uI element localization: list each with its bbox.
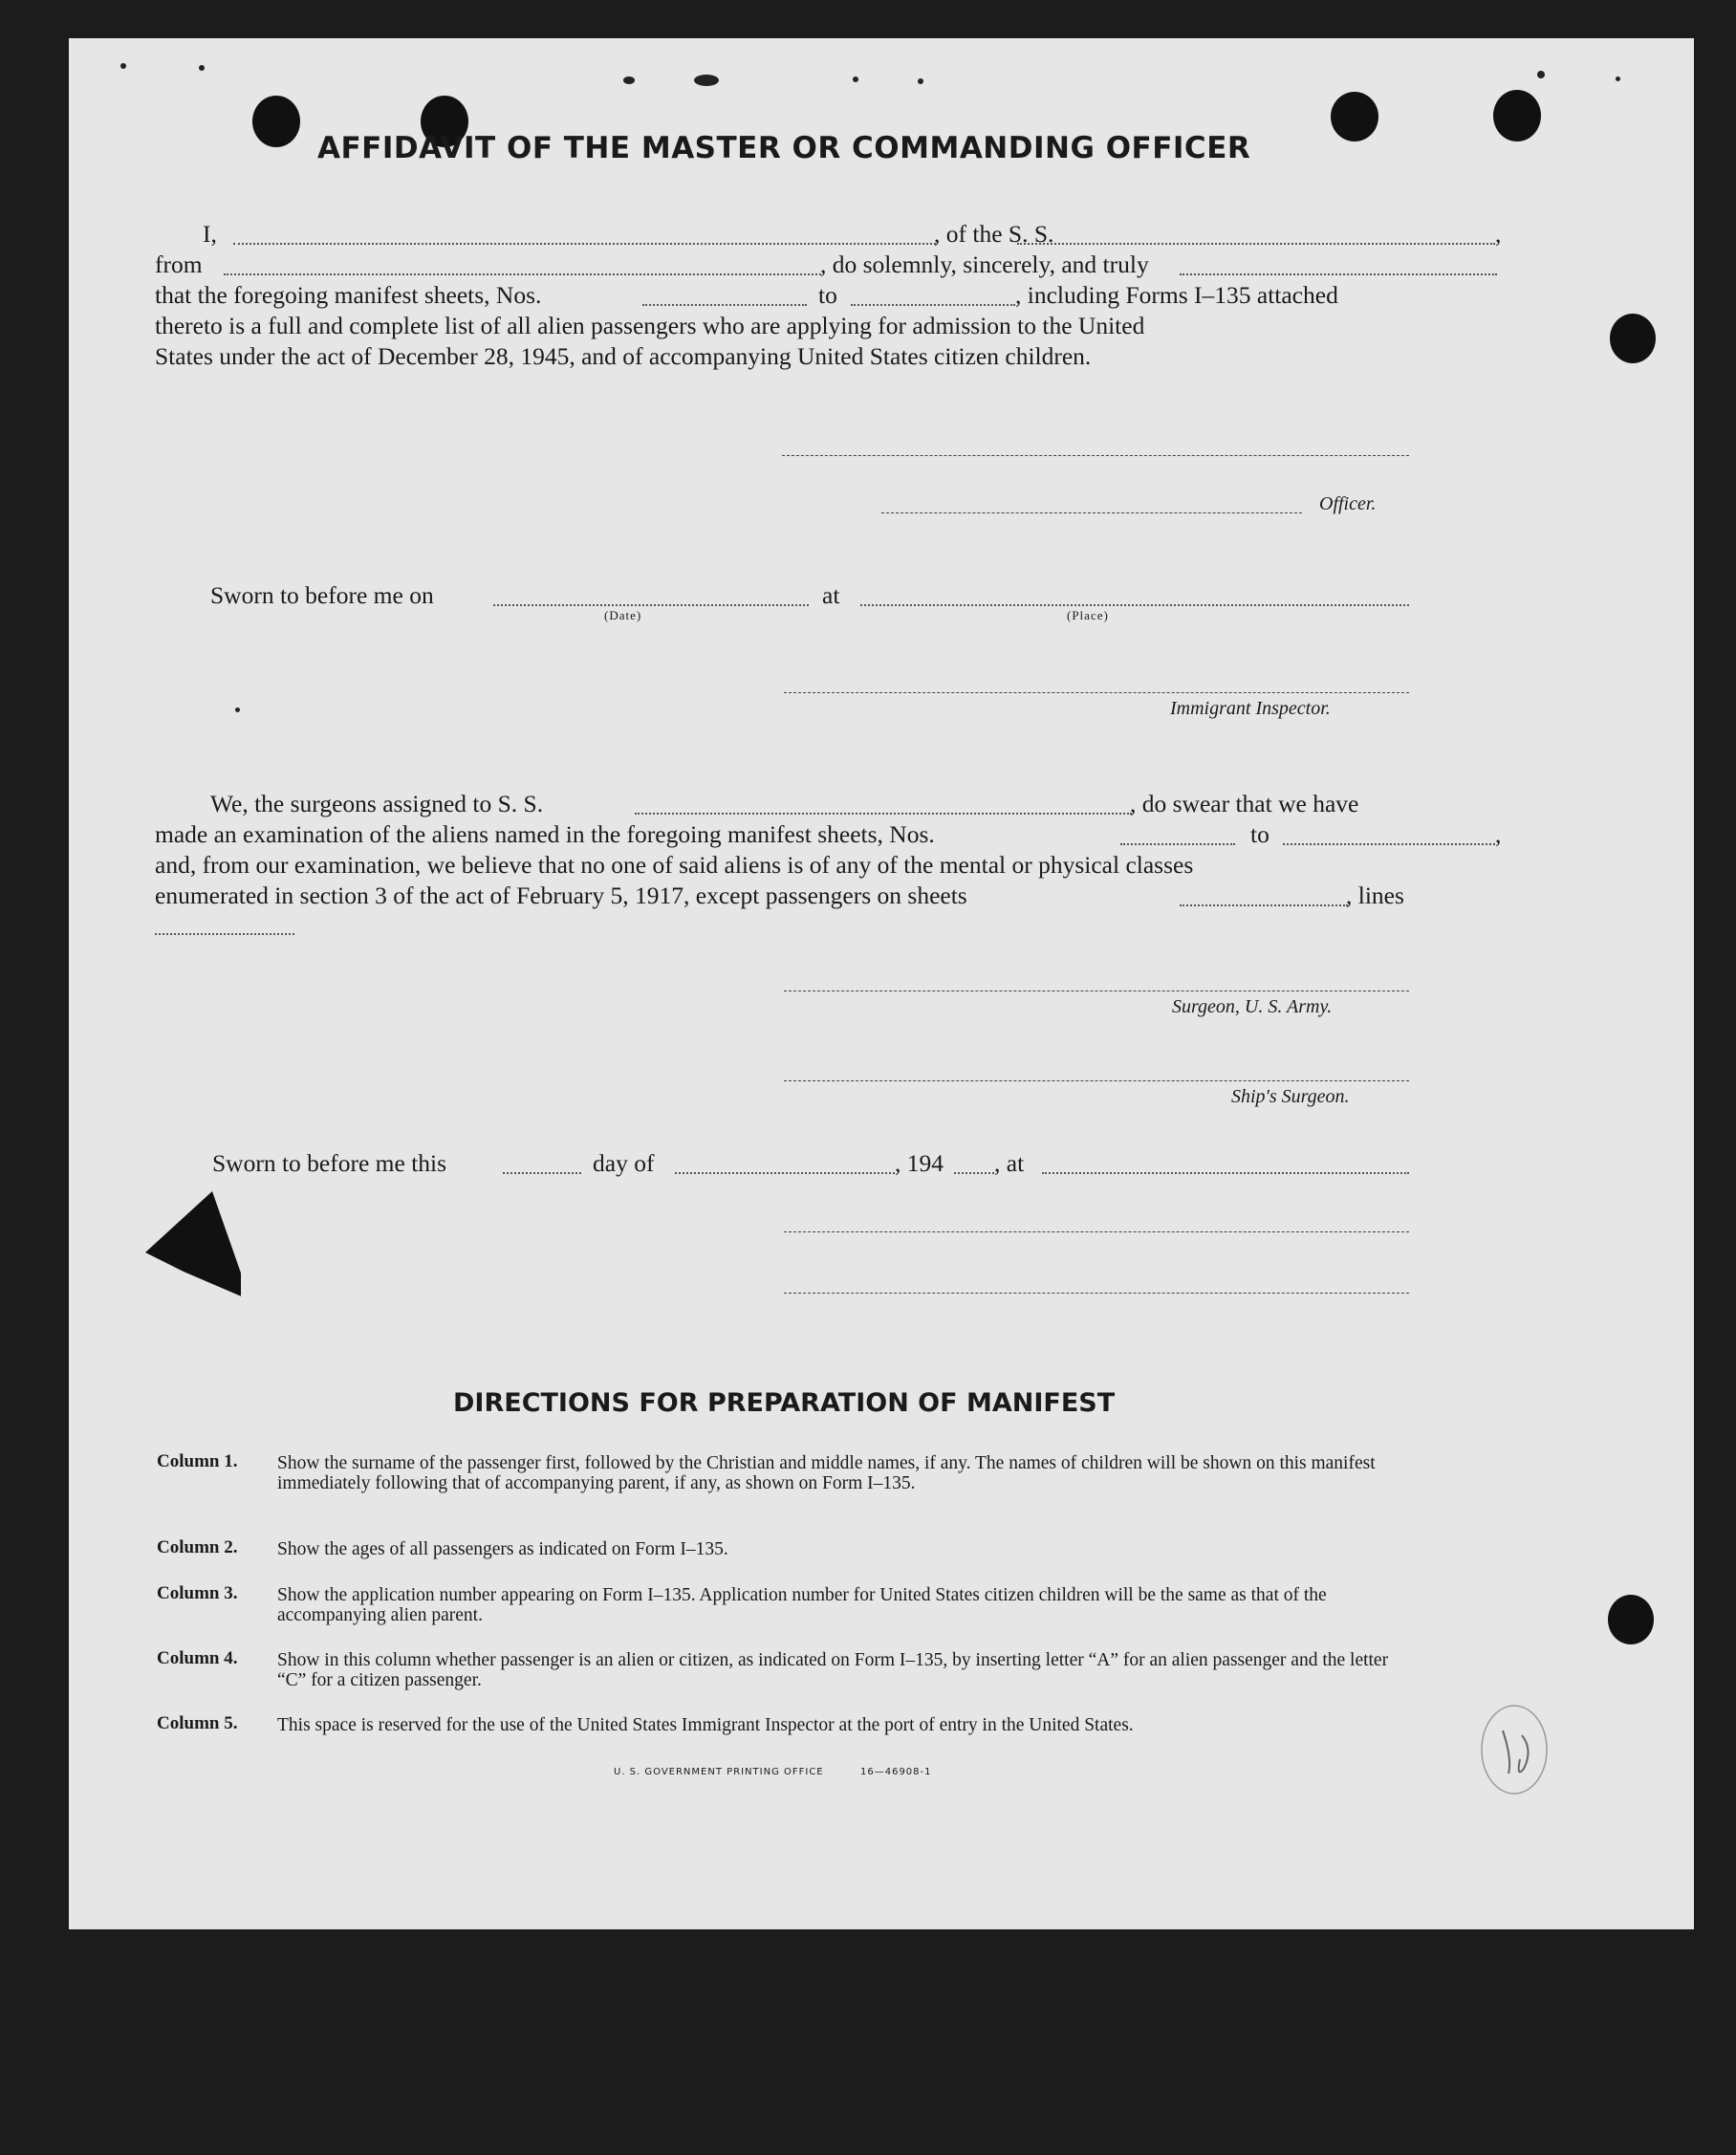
punch-hole-4: [1493, 90, 1541, 141]
surgeons-line1-a: We, the surgeons assigned to S. S.: [210, 790, 544, 817]
sworn2-text-d: , at: [994, 1149, 1025, 1177]
inspector-label: Immigrant Inspector.: [1170, 698, 1331, 719]
affidavit-line3-b: to: [818, 281, 837, 309]
directions-heading: DIRECTIONS FOR PREPARATION OF MANIFEST: [453, 1388, 1116, 1418]
speck: [918, 78, 923, 84]
surgeons-ship-field[interactable]: [635, 813, 1132, 815]
inspector-signature-line[interactable]: [784, 692, 1409, 693]
sheets-from-field[interactable]: [642, 304, 807, 306]
column-3-text: Show the application number appearing on Form I–135. Application number for United States citizen children will be the same as that of the accompanying alien parent.: [277, 1585, 1327, 1625]
sworn2-month-field[interactable]: [675, 1172, 895, 1174]
officer-signature-line[interactable]: [881, 512, 1302, 513]
sworn2-place-field[interactable]: [1042, 1172, 1409, 1174]
officer-label: Officer.: [1319, 493, 1377, 514]
punch-hole-5: [1610, 314, 1656, 363]
sworn-place-field[interactable]: [860, 604, 1409, 606]
surgeons-sheets-to-field[interactable]: [1283, 843, 1495, 845]
surgeons-line1-b: , do swear that we have: [1130, 790, 1359, 817]
document-page: [69, 38, 1694, 1929]
ship-surgeon-signature-line[interactable]: [784, 1080, 1409, 1081]
column-5-label: Column 5.: [157, 1713, 238, 1733]
date-caption: (Date): [604, 608, 642, 622]
surgeons-line2-a: made an examination of the aliens named in the foregoing manifest sheets, Nos.: [155, 820, 935, 848]
from-field[interactable]: [224, 273, 821, 275]
punch-hole-6: [1608, 1595, 1654, 1644]
sworn2-text-c: , 194: [895, 1149, 944, 1177]
page-title: AFFIDAVIT OF THE MASTER OR COMMANDING OFFICER: [317, 131, 1251, 165]
sheets-to-field[interactable]: [851, 304, 1015, 306]
affidavit-line1-c: ,: [1495, 220, 1502, 248]
torn-paper-mark: [107, 1186, 241, 1329]
army-surgeon-signature-line[interactable]: [784, 990, 1409, 991]
speck: [1537, 71, 1545, 78]
form-code-footer: 16—46908-1: [860, 1767, 932, 1777]
surgeons-line4-b: , lines: [1346, 882, 1404, 909]
speck: [853, 76, 858, 82]
affidavit-line2-a: from: [155, 250, 203, 278]
column-5-text: This space is reserved for the use of the United States Immigrant Inspector at the port of entry in the United States.: [277, 1715, 1134, 1735]
punch-hole-1: [252, 96, 300, 147]
sworn2-signature-line-1[interactable]: [784, 1231, 1409, 1232]
column-1-text: Show the surname of the passenger first, followed by the Christian and middle names, if any. The names of children will be shown on this manifest immediately following that of accompanying parent, if any, as shown on Form I–135.: [277, 1453, 1376, 1493]
punch-hole-3: [1331, 92, 1378, 141]
swear-field[interactable]: [1180, 273, 1497, 275]
sworn1-text-b: at: [822, 581, 840, 609]
sworn2-text-b: day of: [593, 1149, 655, 1177]
affidavit-line3-c: , including Forms I–135 attached: [1015, 281, 1338, 309]
printer-footer: U. S. GOVERNMENT PRINTING OFFICE: [614, 1767, 824, 1777]
sworn1-text-a: Sworn to before me on: [210, 581, 434, 609]
sworn2-signature-line-2[interactable]: [784, 1293, 1409, 1294]
column-2-text: Show the ages of all passengers as indicated on Form I–135.: [277, 1539, 728, 1559]
except-sheets-field[interactable]: [1180, 904, 1348, 906]
master-name-field[interactable]: [233, 243, 936, 245]
affidavit-line1-a: I,: [203, 220, 217, 248]
surgeons-line2-c: ,: [1495, 820, 1502, 848]
surgeons-line4-a: enumerated in section 3 of the act of February 5, 1917, except passengers on sheets: [155, 882, 967, 909]
column-4-text: Show in this column whether passenger is an alien or citizen, as indicated on Form I–135, by inserting letter “A” for an alien passenger and the letter “C” for a citizen passenger.: [277, 1650, 1389, 1690]
speck: [199, 65, 205, 71]
sworn2-day-field[interactable]: [503, 1172, 581, 1174]
column-1-label: Column 1.: [157, 1451, 238, 1471]
surgeons-line2-b: to: [1250, 820, 1269, 848]
surgeons-sheets-from-field[interactable]: [1120, 843, 1235, 845]
affidavit-line5: States under the act of December 28, 1945, and of accompanying United States citizen children.: [155, 342, 1092, 370]
ship-surgeon-label: Ship's Surgeon.: [1231, 1086, 1350, 1107]
column-2-label: Column 2.: [157, 1537, 238, 1557]
affidavit-line2-b: , do solemnly, sincerely, and truly: [820, 250, 1149, 278]
affidavit-line1-b: , of the S. S.: [934, 220, 1054, 248]
handwritten-mark: [1474, 1702, 1560, 1807]
column-4-label: Column 4.: [157, 1648, 238, 1668]
speck: [1616, 76, 1620, 81]
sworn2-text-a: Sworn to before me this: [212, 1149, 447, 1177]
ship-name-field[interactable]: [1017, 243, 1495, 245]
affidavit-line4: thereto is a full and complete list of all alien passengers who are applying for admission to the United: [155, 312, 1145, 339]
master-signature-line[interactable]: [782, 455, 1409, 456]
sworn-date-field[interactable]: [493, 604, 809, 606]
surgeons-line3: and, from our examination, we believe that no one of said aliens is of any of the mental or physical classes: [155, 851, 1194, 879]
affidavit-line3-a: that the foregoing manifest sheets, Nos.: [155, 281, 542, 309]
place-caption: (Place): [1067, 608, 1109, 622]
speck: [235, 707, 240, 712]
lines-field[interactable]: [155, 933, 294, 935]
sworn2-year-field[interactable]: [954, 1172, 994, 1174]
speck: [623, 76, 635, 84]
speck: [120, 63, 126, 69]
speck: [694, 75, 719, 86]
column-3-label: Column 3.: [157, 1583, 238, 1603]
army-surgeon-label: Surgeon, U. S. Army.: [1172, 996, 1333, 1017]
